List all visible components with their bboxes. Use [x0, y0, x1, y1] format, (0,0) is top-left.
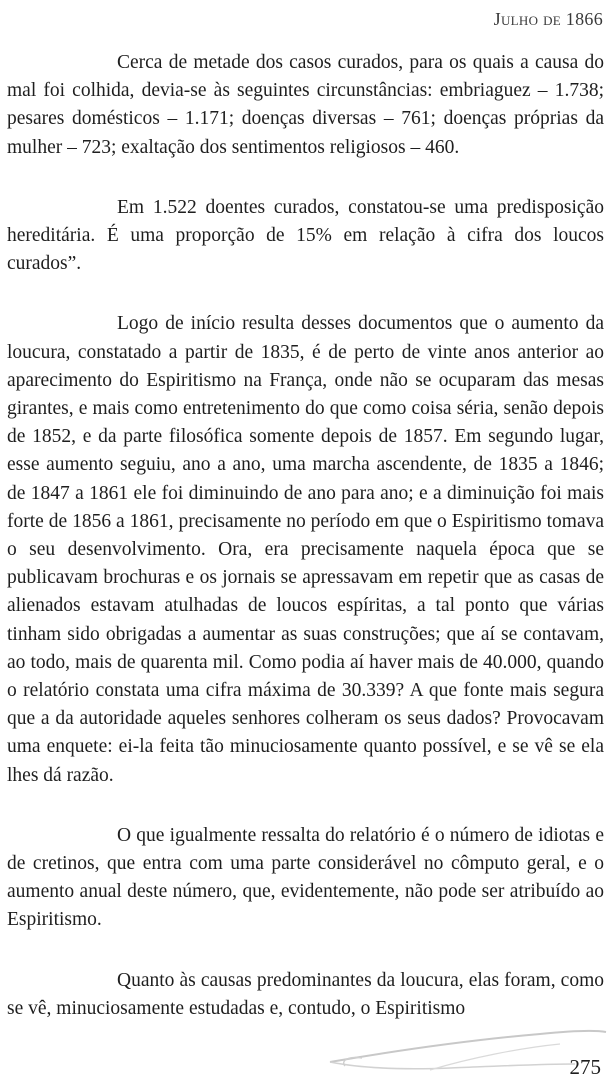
page-body	[7, 49, 604, 1023]
swash-flourish-icon	[0, 1020, 611, 1090]
paragraph-1: Cerca de metade dos casos curados, para os quais a causa do mal foi colhida, devia-se às seguintes circunstâncias: embriaguez – 1.738; pesares domésticos – 1.171; doenças diversas – 761; doenças próprias da mulher – 723; exaltação dos sentimentos religiosos – 460.	[7, 52, 604, 158]
running-head	[494, 9, 603, 30]
paragraph-3: Logo de início resulta desses documentos que o aumento da loucura, constatado a partir de 1835, é de perto de vinte anos anterior ao aparecimento do Espiritismo na França, onde não se ocuparam das mesas girantes, e mais como entretenimento do que como coisa séria, senão depois de 1852, e da parte filosófica somente depois de 1857. Em segundo lugar, esse aumento seguiu, ano a ano, uma marcha ascendente, de 1835 a 1846; de 1847 a 1861 ele foi diminuindo de ano para ano; e a diminuição foi mais forte de 1856 a 1861, precisamente no período em que o Espiritismo tomava o seu desenvolvimento. Ora, era precisamente naquela época que se publicavam brochuras e os jornais se apressavam em repetir que as casas de alienados estavam atulhadas de loucos espíritas, a tal ponto que várias tinham sido obrigadas a aumentar as suas construções; que aí se contavam, ao todo, mais de quarenta mil. Como podia aí haver mais de 40.000, quando o relatório constata uma cifra máxima de 30.339? A que fonte mais segura que a da autoridade aqueles senhores colheram os seus dados? Provocavam uma enquete: ei-la feita tão minuciosamente quanto possível, e se vê se ela lhes dá razão.	[7, 313, 604, 786]
page-number: 275	[569, 1055, 601, 1079]
page-footer	[0, 1020, 611, 1090]
paragraph-5: Quanto às causas predominantes da loucura, elas foram, como se vê, minuciosamente estudadas e, contudo, o Espiritismo	[7, 969, 604, 1019]
running-head-title: Julho de 1866	[493, 9, 603, 29]
paragraph-4: O que igualmente ressalta do relatório é o número de idiotas e de cretinos, que entra com uma parte considerável no cômputo geral, e o aumento anual deste número, que, evidentemente, não pode ser atribuído ao Espiritismo.	[7, 824, 604, 931]
paragraph-2: Em 1.522 doentes curados, constatou-se uma predisposição hereditária. É uma proporção de 15% em relação à cifra dos loucos curados”.	[7, 196, 604, 275]
